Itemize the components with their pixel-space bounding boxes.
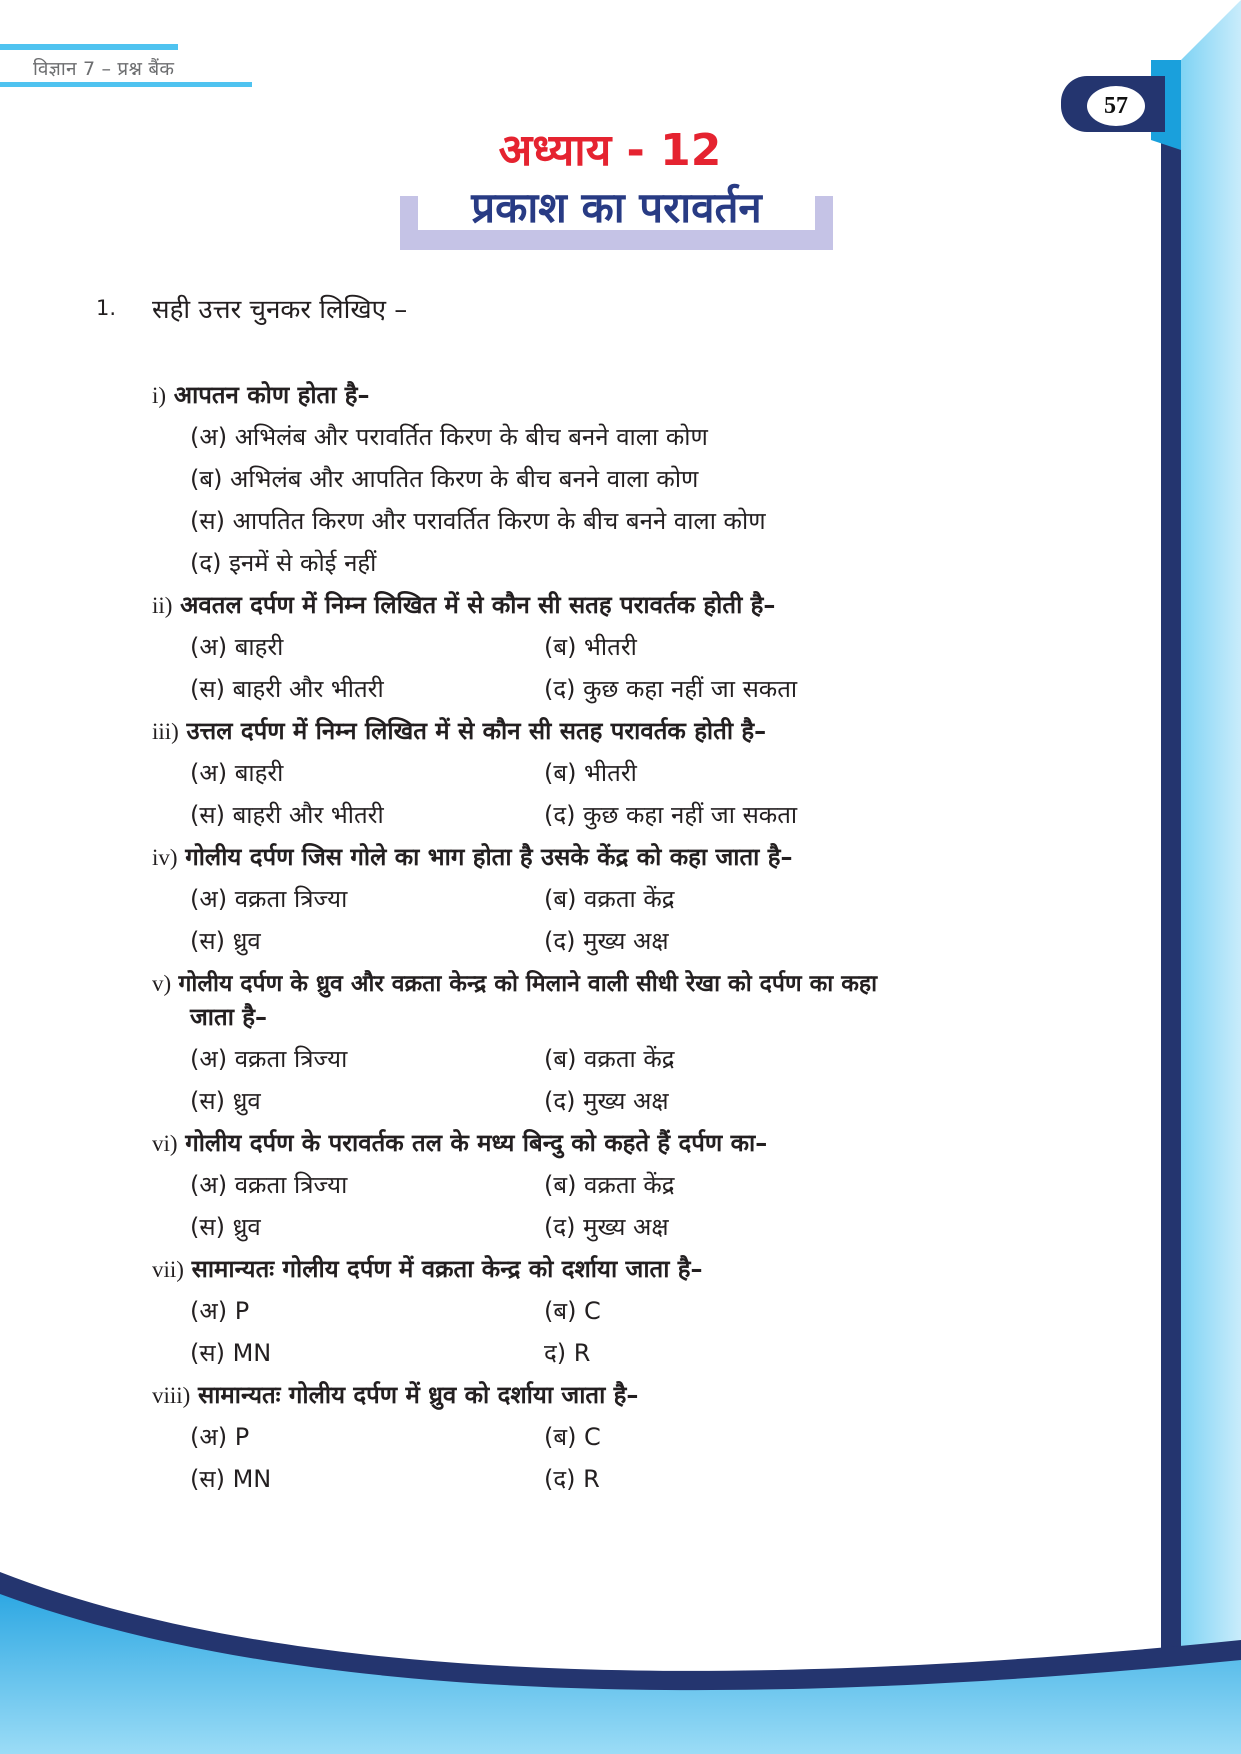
item-text: गोलीय दर्पण के परावर्तक तल के मध्य बिन्दु को कहते हैं दर्पण का– [185,1129,768,1157]
item-text: अवतल दर्पण में निम्न लिखित में से कौन सी सतह परावर्तक होती है– [180,591,776,619]
item-number: iv) [152,845,178,870]
item-number: i) [152,383,167,408]
item-number: v) [152,971,172,996]
item-text: सामान्यतः गोलीय दर्पण में वक्रता केन्द्र को दर्शाया जाता है– [191,1255,703,1283]
question-item-continuation [190,1000,267,1033]
option: (ब) वक्रता केंद्र [544,885,675,913]
right-edge-decoration [1111,0,1241,1754]
option: (स) ध्रुव [190,1087,261,1115]
option: (द) कुछ कहा नहीं जा सकता [544,675,798,703]
question-item [152,840,792,873]
question-item [152,588,775,621]
question-item [152,966,1162,998]
option: (अ) वक्रता त्रिज्या [190,885,348,913]
question-number: 1. [96,296,117,320]
question-heading: सही उत्तर चुनकर लिखिए – [152,295,408,325]
option: (अ) बाहरी [190,633,284,661]
chapter-number: अध्याय - 12 [498,125,722,176]
item-text: उत्तल दर्पण में निम्न लिखित में से कौन सी सतह परावर्तक होती है– [186,717,767,745]
option: (अ) अभिलंब और परावर्तित किरण के बीच बनने वाला कोण [190,423,708,451]
option: (स) MN [190,1339,272,1367]
option: (स) MN [190,1465,272,1493]
item-text: आपतन कोण होता है– [173,381,370,409]
item-text-line2: जाता है– [190,1003,268,1031]
option: (स) ध्रुव [190,927,261,955]
item-text: गोलीय दर्पण जिस गोले का भाग होता है उसके केंद्र को कहा जाता है– [185,843,793,871]
option: (स) बाहरी और भीतरी [190,675,384,703]
chapter-title: प्रकाश का परावर्तन [471,183,762,232]
option: (अ) P [190,1297,250,1325]
item-number: vi) [152,1131,178,1156]
option: (ब) अभिलंब और आपतित किरण के बीच बनने वाला कोण [190,465,699,493]
question-item [152,1252,703,1285]
option: (ब) वक्रता केंद्र [544,1171,675,1199]
option: (ब) C [544,1423,601,1451]
item-text: सामान्यतः गोलीय दर्पण में ध्रुव को दर्शाया जाता है– [197,1381,639,1409]
option: (ब) भीतरी [544,759,637,787]
page-number: 57 [1087,86,1145,126]
option: (अ) P [190,1423,250,1451]
option: (द) R [544,1465,600,1493]
option: (अ) वक्रता त्रिज्या [190,1171,348,1199]
option: (स) ध्रुव [190,1213,261,1241]
header-rule-top [0,44,178,50]
item-number: iii) [152,719,179,744]
book-title: विज्ञान 7 – प्रश्न बैंक [33,58,175,80]
item-number: ii) [152,593,173,618]
option: (ब) C [544,1297,601,1325]
option: (स) आपतित किरण और परावर्तित किरण के बीच बनने वाला कोण [190,507,766,535]
item-number: vii) [152,1257,184,1282]
option: (द) मुख्य अक्ष [544,927,669,955]
header-rule-bottom [0,82,252,87]
option: द) R [544,1339,591,1367]
option: (अ) वक्रता त्रिज्या [190,1045,348,1073]
option: (स) बाहरी और भीतरी [190,801,384,829]
option: (ब) भीतरी [544,633,637,661]
question-item [152,378,370,411]
question-item [152,1126,767,1159]
question-item [152,714,766,747]
footer-wave-decoration [0,1560,1241,1754]
option: (द) कुछ कहा नहीं जा सकता [544,801,798,829]
option: (ब) वक्रता केंद्र [544,1045,675,1073]
option: (अ) बाहरी [190,759,284,787]
option: (द) इनमें से कोई नहीं [190,549,377,577]
option: (द) मुख्य अक्ष [544,1213,669,1241]
item-number: viii) [152,1383,191,1408]
item-text: गोलीय दर्पण के ध्रुव और वक्रता केन्द्र को मिलाने वाली सीधी रेखा को दर्पण का कहा [178,971,878,997]
option: (द) मुख्य अक्ष [544,1087,669,1115]
question-item [152,1378,638,1411]
